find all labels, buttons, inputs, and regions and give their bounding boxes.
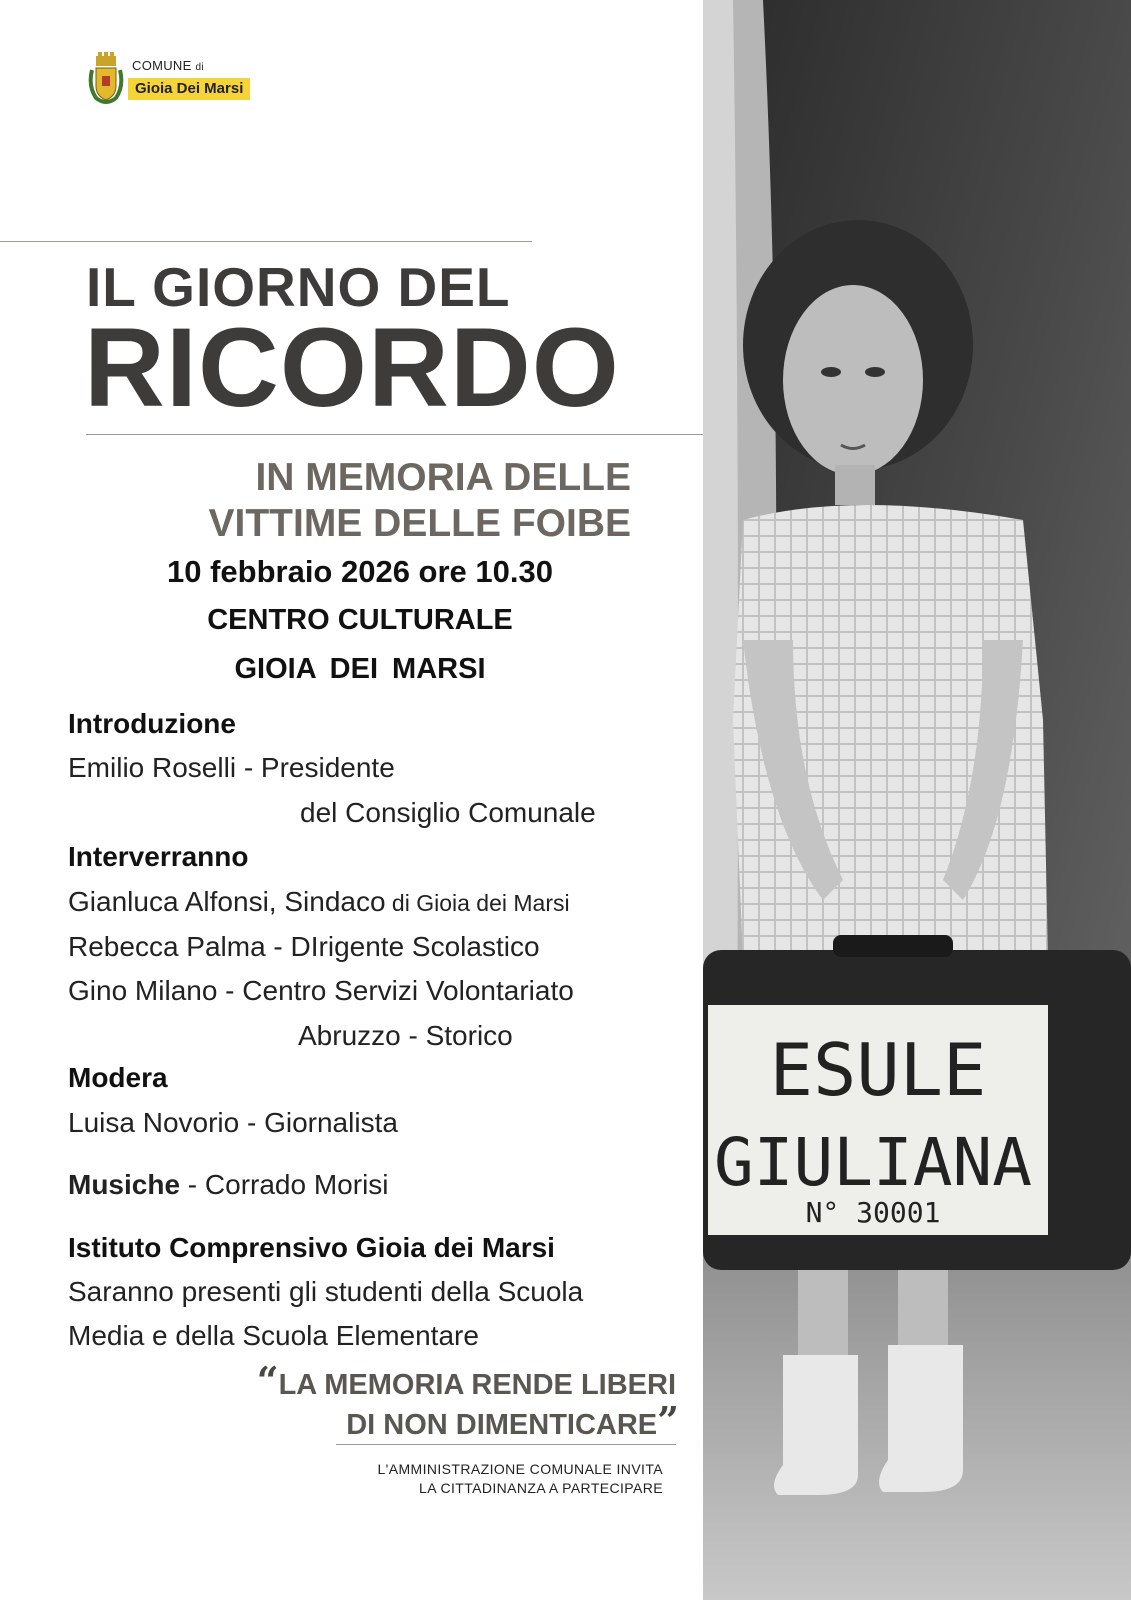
event-datetime: 10 febbraio 2026 ore 10.30 [166, 554, 553, 589]
divider-footer [336, 1444, 676, 1445]
quote-text-2: DI NON DIMENTICARE [346, 1409, 658, 1441]
divider-title [86, 434, 706, 435]
subtitle-line-1: IN MEMORIA DELLE [255, 456, 631, 499]
subtitle-line-2: VITTIME DELLE FOIBE [208, 502, 631, 545]
title-line-1: IL GIORNO DEL [86, 256, 511, 318]
historic-photo [703, 0, 1131, 1600]
speakers-heading: Interverranno [68, 841, 249, 872]
quote-line-2 [346, 1398, 679, 1443]
footer-line-1: L'AMMINISTRAZIONE COMUNALE INVITA [377, 1461, 663, 1477]
quote-line-1 [256, 1358, 676, 1403]
moderator-heading: Modera [68, 1062, 168, 1093]
event-venue-line-2: GIOIA DEI MARSI [234, 653, 486, 685]
speaker-2: Rebecca Palma - DIrigente Scolastico [68, 931, 540, 962]
intro-speaker: Emilio Roselli - Presidente [68, 752, 395, 783]
municipality-logo [86, 52, 286, 108]
event-venue-line-1: CENTRO CULTURALE [207, 604, 513, 636]
intro-heading: Introduzione [68, 708, 236, 739]
music-heading: Musiche [68, 1169, 181, 1200]
speaker-1-name: Gianluca Alfonsi, Sindaco [68, 886, 386, 917]
speaker-3: Gino Milano - Centro Servizi Volontariato [68, 975, 574, 1006]
footer-line-2: LA CITTADINANZA A PARTECIPARE [419, 1480, 663, 1496]
coat-of-arms-icon [86, 52, 126, 108]
school-line-1: Saranno presenti gli studenti della Scuola [68, 1276, 584, 1307]
music-line [68, 1171, 389, 1199]
logo-comune-text: COMUNE [132, 58, 192, 73]
title-line-2: RICORDO [84, 305, 620, 430]
quote-open-mark: “ [256, 1358, 279, 1403]
intro-speaker-role: del Consiglio Comunale [300, 797, 596, 828]
logo-municipality-name: Gioia Dei Marsi [128, 78, 250, 100]
speaker-1 [68, 888, 570, 916]
speaker-1-role: di Gioia dei Marsi [385, 890, 570, 916]
school-line-2: Media e della Scuola Elementare [68, 1320, 479, 1351]
speaker-3-role: Abruzzo - Storico [298, 1020, 513, 1051]
school-heading: Istituto Comprensivo Gioia dei Marsi [68, 1232, 555, 1263]
quote-text-1: LA MEMORIA RENDE LIBERI [278, 1369, 676, 1401]
music-performer: - Corrado Morisi [180, 1169, 389, 1200]
sign-text-2: GIULIANA [714, 1124, 1032, 1201]
sign-number: N° 30001 [805, 1196, 941, 1229]
sign-text-1: ESULE [769, 1028, 987, 1112]
divider-top [0, 241, 532, 242]
quote-close-mark: ” [657, 1398, 679, 1443]
logo-di-text: di [195, 62, 204, 73]
moderator: Luisa Novorio - Giornalista [68, 1107, 398, 1138]
